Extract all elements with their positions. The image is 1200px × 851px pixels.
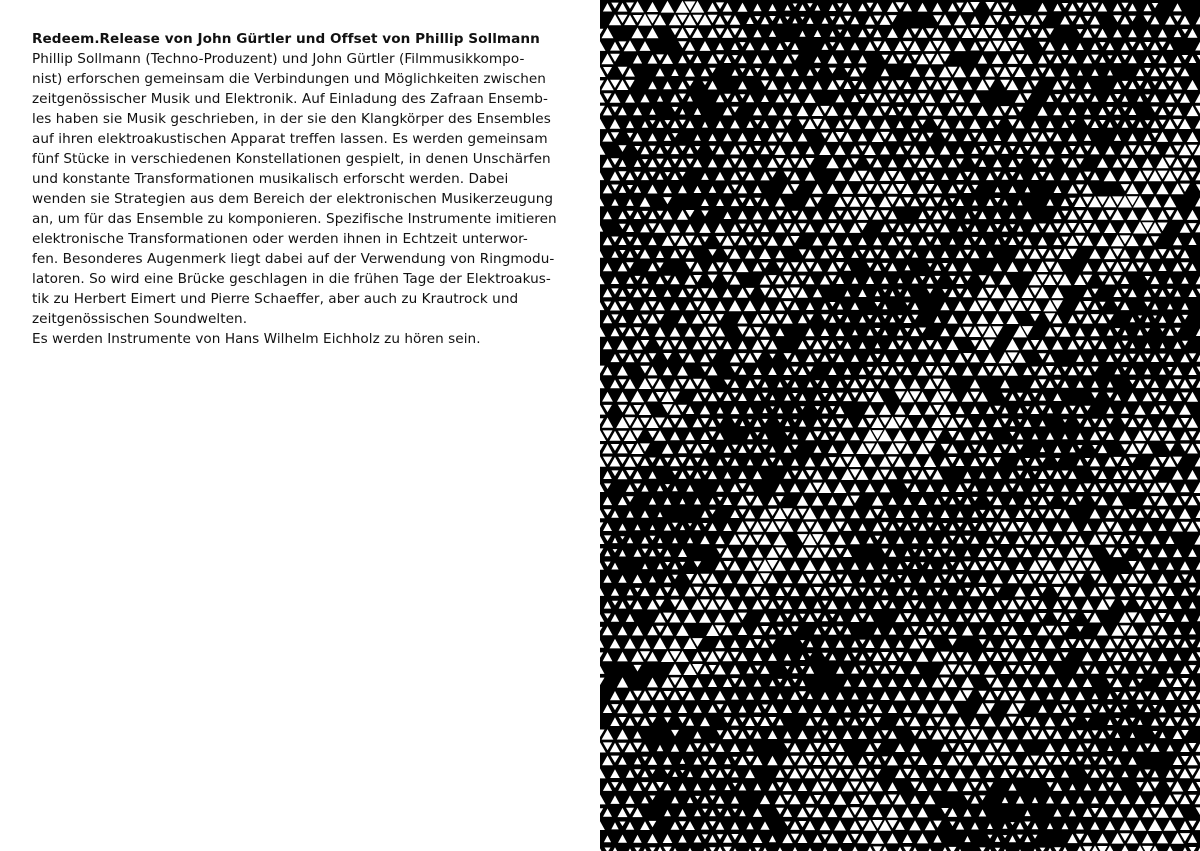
article-line: Phillip Sollmann (Techno-Produzent) und John Gürtler (Filmmusikkompo- — [32, 51, 525, 67]
triangle-mosaic-pattern — [600, 0, 1200, 851]
pattern-page — [600, 0, 1200, 851]
article-line: latoren. So wird eine Brücke geschlagen in die frühen Tage der Elektroakus- — [32, 271, 551, 287]
article-line: elektronische Transformationen oder werden ihnen in Echtzeit unterwor- — [32, 231, 528, 247]
article-title: Redeem.Release von John Gürtler und Offset von Phillip Sollmann — [32, 31, 540, 47]
article-line: nist) erforschen gemeinsam die Verbindungen und Möglichkeiten zwischen — [32, 71, 546, 87]
article-line: fen. Besonderes Augenmerk liegt dabei auf der Verwendung von Ringmodu- — [32, 251, 555, 267]
article-line: zeitgenössischen Soundwelten. — [32, 311, 248, 327]
article-line: zeitgenössischer Musik und Elektronik. Auf Einladung des Zafraan Ensemb- — [32, 91, 548, 107]
article-line: auf ihren elektroakustischen Apparat treffen lassen. Es werden gemeinsam — [32, 131, 548, 147]
article-text — [32, 29, 557, 349]
article-line: tik zu Herbert Eimert und Pierre Schaeffer, aber auch zu Krautrock und — [32, 291, 519, 307]
article-line: wenden sie Strategien aus dem Bereich der elektronischen Musikerzeugung — [32, 191, 554, 207]
article-line: und konstante Transformationen musikalisch erforscht werden. Dabei — [32, 171, 509, 187]
article-line: Es werden Instrumente von Hans Wilhelm Eichholz zu hören sein. — [32, 331, 481, 347]
article-line: les haben sie Musik geschrieben, in der sie den Klangkörper des Ensembles — [32, 111, 551, 127]
article-line: fünf Stücke in verschiedenen Konstellationen gespielt, in denen Unschärfen — [32, 151, 551, 167]
article-line: an, um für das Ensemble zu komponieren. Spezifische Instrumente imitieren — [32, 211, 557, 227]
